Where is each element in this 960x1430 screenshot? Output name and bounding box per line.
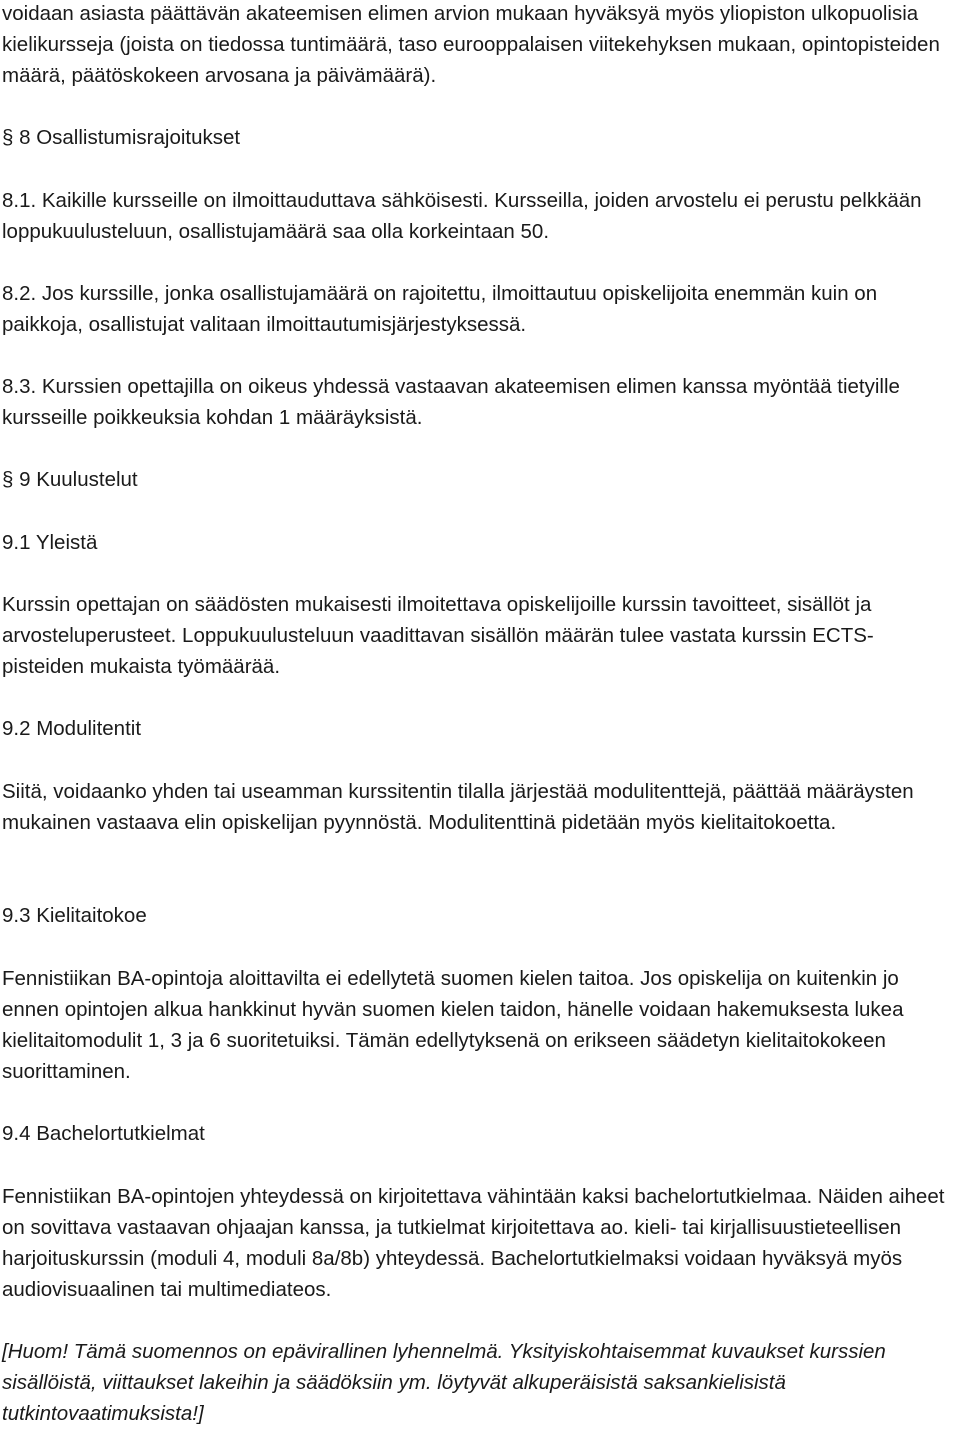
paragraph-9-4: Fennistiikan BA-opintojen yhteydessä on kirjoitettava vähintään kaksi bachelortutkielmaa. Näiden aiheet on sovittava vastaavan ohjaajan kanssa, ja tutkielmat kirjoitettava ao. kieli- tai kirjallisuustieteellisen harjoituskurssin (moduli 4, moduli 8a/8b) yhteydessä. Bachelortutkielmaksi voidaan hyväksyä myös audiovisuaalinen tai multimediateos. [2,1185,945,1301]
paragraph-9-2: Siitä, voidaanko yhden tai useamman kurssitentin tilalla järjestää modulitenttejä, päättää määräysten mukainen vastaava elin opiskelijan pyynnöstä. Modulitenttinä pidetään myös kielitaitokoetta. [2,780,914,834]
intro-paragraph: voidaan asiasta päättävän akateemisen elimen arvion mukaan hyväksyä myös yliopiston ulkopuolisia kielikursseja (joista on tiedossa tuntimäärä, taso eurooppalaisen viitekehyksen mukaan, opintopisteiden määrä, päätöskokeen arvosana ja päivämäärä). [2,2,940,87]
paragraph-8-3: 8.3. Kurssien opettajilla on oikeus yhdessä vastaavan akateemisen elimen kanssa myöntää tietyille kursseille poikkeuksia kohdan 1 määräyksistä. [2,375,900,429]
subsection-9-2-title: 9.2 Modulitentit [2,717,142,740]
paragraph-9-3: Fennistiikan BA-opintoja aloittavilta ei edellytetä suomen kielen taitoa. Jos opiskelija on kuitenkin jo ennen opintojen alkua hankkinut hyvän suomen kielen taidon, hänelle voidaan hakemuksesta lukea kielitaitomodulit 1, 3 ja 6 suoritetuiksi. Tämän edellytyksenä on erikseen säädetyn kielitaitokokeen suorittaminen. [2,967,904,1083]
section-8-heading: § 8 Osallistumisrajoitukset [2,126,241,149]
subsection-9-3-title: 9.3 Kielitaitokoe [2,904,147,927]
subsection-9-4-title: 9.4 Bachelortutkielmat [2,1122,205,1145]
section-9-heading: § 9 Kuulustelut [2,468,138,491]
paragraph-8-2: 8.2. Jos kurssille, jonka osallistujamäärä on rajoitettu, ilmoittautuu opiskelijoita enemmän kuin on paikkoja, osallistujat valitaan ilmoittautumisjärjestyksessä. [2,282,878,336]
paragraph-8-1: 8.1. Kaikille kursseille on ilmoittauduttava sähköisesti. Kursseilla, joiden arvostelu ei perustu pelkkään loppukuulusteluun, osallistujamäärä saa olla korkeintaan 50. [2,189,922,243]
translation-note: [Huom! Tämä suomennos on epävirallinen lyhennelmä. Yksityiskohtaisemmat kuvaukset kurssien sisällöistä, viittaukset lakeihin ja säädöksiin ym. löytyvät alkuperäisistä saksankielisistä tutkintovaatimuksista!] [2,1340,886,1425]
paragraph-9-1: Kurssin opettajan on säädösten mukaisesti ilmoitettava opiskelijoille kurssin tavoitteet, sisällöt ja arvosteluperusteet. Loppukuulusteluun vaadittavan sisällön määrän tulee vastata kurssin ECTS-pisteiden mukaista työmäärää. [2,593,874,678]
subsection-9-1-title: 9.1 Yleistä [2,531,98,554]
